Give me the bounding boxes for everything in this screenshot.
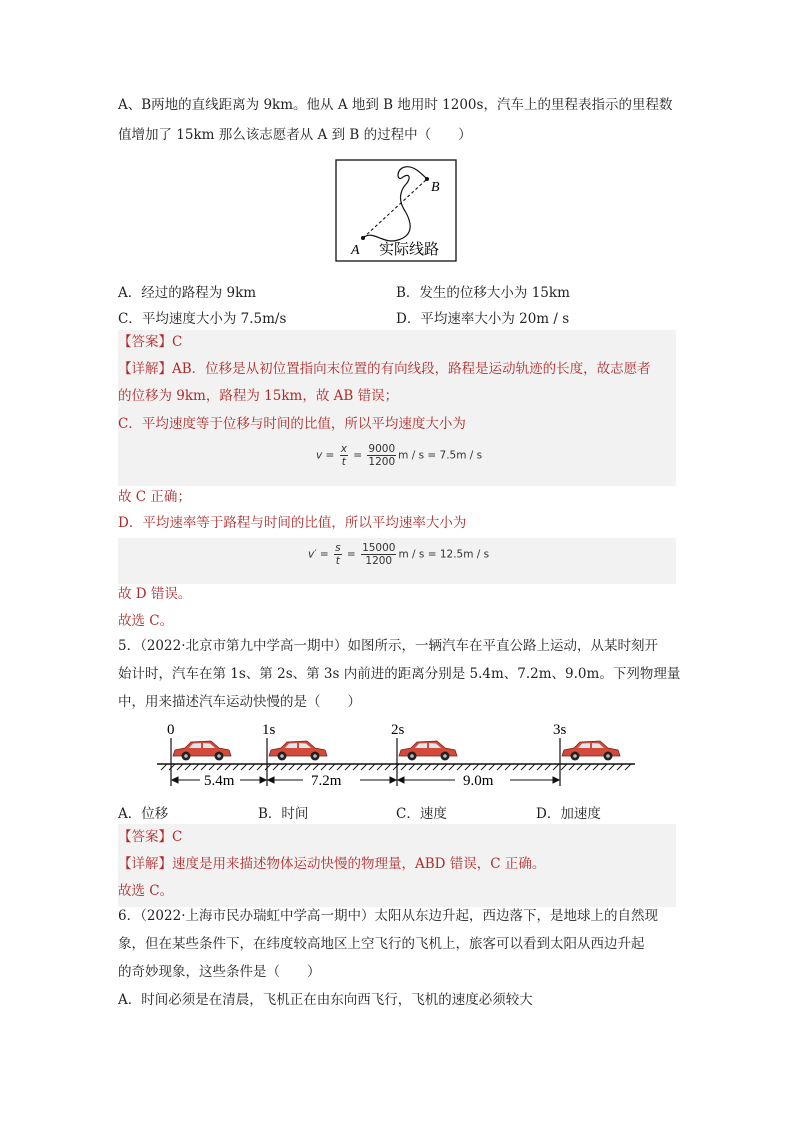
q5-stem-line-1: 5．（2022·北京市第九中学高一期中）如图所示，一辆汽车在平直公路上运动，从某时刻开: [118, 638, 658, 654]
q5-option-a: A．位移: [118, 806, 169, 822]
distance-label-2: 7.2m: [311, 773, 342, 789]
time-label-0: 0: [167, 722, 175, 738]
q4-detail-5: D．平均速率等于路程与时间的比值，所以平均速率大小为: [118, 515, 467, 531]
q5-detail-2: 故选 C。: [118, 883, 174, 899]
q4-detail-2: 的位移为 9km，路程为 15km，故 AB 错误；: [118, 388, 399, 404]
q5-answer: 【答案】C: [118, 829, 183, 845]
answer-tag: 【答案】: [118, 334, 172, 350]
q4-answer: [118, 333, 182, 351]
route-caption: 实际线路: [379, 242, 440, 258]
q5-detail-1: 【详解】速度是用来描述物体运动快慢的物理量，ABD 错误，C 正确。: [118, 856, 546, 872]
route-figure: [335, 159, 457, 262]
time-label-1s: 1s: [262, 722, 276, 738]
q6-stem-line-3: 的奇妙现象，这些条件是（ ）: [118, 964, 321, 980]
q4-stem-line-1: A、B两地的直线距离为 9km。他从 A 地到 B 地用时 1200s，汽车上的里程表指示的里程数: [118, 97, 673, 113]
point-b-label: B: [431, 180, 440, 195]
q5-stem-line-3: 中，用来描述汽车运动快慢的是（ ）: [118, 694, 361, 710]
time-label-2s: 2s: [391, 722, 405, 738]
q5-stem-line-2: 始计时，汽车在第 1s、第 2s、第 3s 内前进的距离分别是 5.4m、7.2m、9.0m。下列物理量: [118, 666, 681, 682]
answer-value: C: [172, 334, 183, 350]
q4-detail-1: 【详解】AB．位移是从初位置指向末位置的有向线段，路程是运动轨迹的长度，故志愿者: [118, 361, 651, 377]
q5-option-b: B．时间: [258, 806, 309, 822]
time-label-3s: 3s: [553, 722, 567, 738]
q4-option-a: A．经过的路程为 9km: [118, 285, 257, 301]
distance-label-3: 9.0m: [463, 773, 494, 789]
q4-option-c: C．平均速度大小为 7.5m/s: [118, 311, 287, 327]
q4-stem-line-2: 值增加了 15km 那么该志愿者从 A 到 B 的过程中（ ）: [118, 127, 472, 143]
q5-option-d: D．加速度: [536, 806, 601, 822]
q6-stem-line-2: 象，但在某些条件下，在纬度较高地区上空飞行的飞机上，旅客可以看到太阳从西边升起: [118, 936, 645, 952]
point-a-label: A: [351, 243, 360, 258]
detail-tag: 【详解】: [118, 361, 172, 377]
q6-option-a: A．时间必须是在清晨，飞机正在由东向西飞行，飞机的速度必须较大: [118, 992, 533, 1008]
q4-detail-3: C．平均速度等于位移与时间的比值，所以平均速度大小为: [118, 416, 466, 432]
q4-detail-4: 故 C 正确；: [118, 489, 191, 505]
q5-option-c: C．速度: [396, 806, 447, 822]
q4-detail-6: 故 D 错误。: [118, 586, 192, 602]
car-motion-figure: [155, 718, 640, 796]
q4-detail-7: 故选 C。: [118, 613, 174, 629]
distance-label-1: 5.4m: [204, 773, 235, 789]
q4-option-b: B．发生的位移大小为 15km: [396, 285, 570, 301]
q4-option-d: D．平均速率大小为 20m / s: [396, 311, 570, 327]
q4-formula-average-velocity: v = $\frac{x}{t}$ = $\frac{9000}{1200}$ m / s = 7.5m / s: [316, 443, 483, 468]
q4-formula-average-speed: v′ = $\frac{s}{t}$ = $\frac{15000}{1200}$ m / s = 12.5m / s: [308, 542, 490, 567]
q6-stem-line-1: 6．（2022·上海市民办瑞虹中学高一期中）太阳从东边升起，西边落下，是地球上的自然现: [118, 908, 658, 924]
